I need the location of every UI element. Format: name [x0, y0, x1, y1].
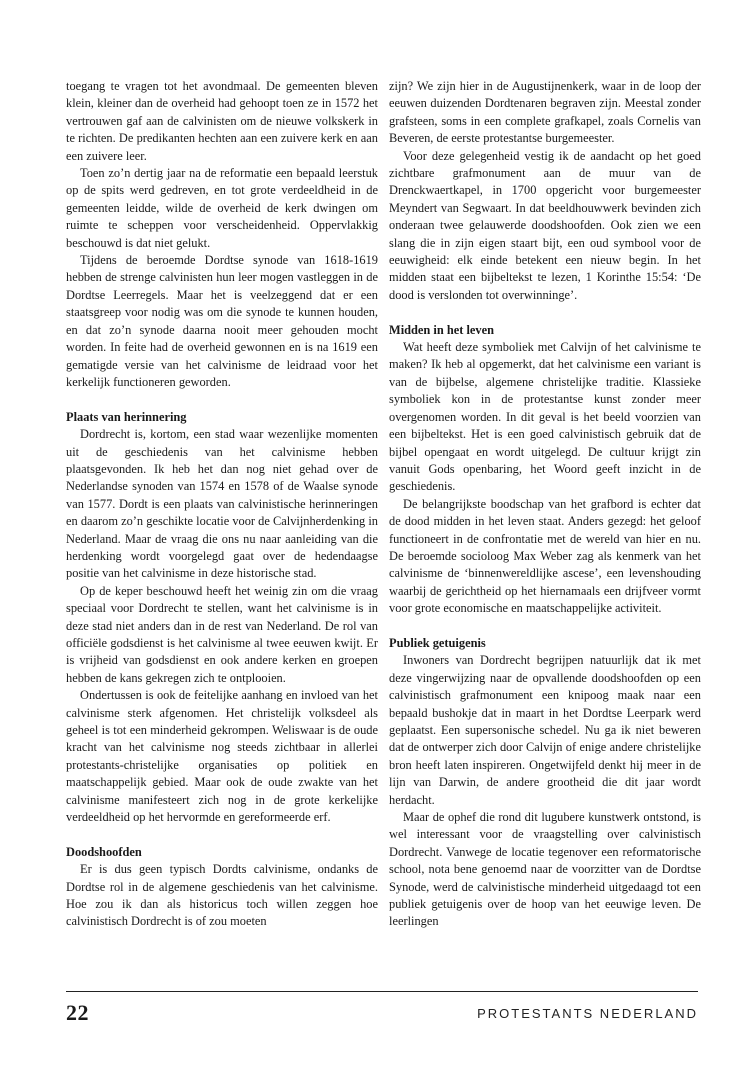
paragraph: Op de keper beschouwd heeft het weinig zin om die vraag speciaal voor Dordrecht te stellen, want het calvinisme is in deze stad niet anders dan in de rest van Nederland. De rol van officiële godsdienst is het calvinisme al twee eeuwen kwijt. Er is vrijheid van godsdienst en ook andere kerken en groepen hebben de kans gekregen zich te ontplooien. [66, 583, 378, 685]
paragraph: Wat heeft deze symboliek met Calvijn of het calvinisme te maken? Ik heb al opgemerkt, dat het calvinisme een variant is van de bijbelse, algemene christelijke traditie. Klassieke symboliek kon in de protestantse kunst zonder meer overgenomen worden. In dit geval is het beeld voorzien van een bijbeltekst. Het is een goed calvinistisch gebruik dat de bijbel opengaat en wordt uitgelegd. De cultuur krijgt zin vanuit Gods openbaring, het Woord geeft inzicht in de geschiedenis. [389, 340, 701, 494]
section-heading: Publiek getuigenis [389, 635, 486, 650]
paragraph: Er is dus geen typisch Dordts calvinisme, ondanks de Dordtse rol in de algemene geschiedenis van het calvinisme. Hoe zou ik dan als historicus toch willen zeggen hoe calvinistisch Dordrecht is of zou moeten [66, 862, 378, 929]
section-heading: Plaats van herinnering [66, 409, 187, 424]
paragraph: De belangrijkste boodschap van het grafbord is echter dat de dood midden in het leven staat. Anders gezegd: het geloof functioneert in de confrontatie met de wereld van hier en nu. De beroemde socioloog Max Weber zag als kenmerk van het calvinisme de ‘binnenwereldlijke ascese’, een levenshouding waarbij de gerichtheid op het hiernamaals een drijfveer vormt voor grote economische en maatschappelijke activiteit. [389, 496, 701, 616]
section-heading: Doodshoofden [66, 844, 142, 859]
paragraph: Dordrecht is, kortom, een stad waar wezenlijke momenten uit de geschiedenis van het calvinisme hebben plaatsgevonden. Ik heb het dan nog niet gehad over de Nederlandse synoden van 1574 en 1578 of de Waalse synode van 1577. Dordt is een plaats van calvinistische herinneringen en daarom zo’n geschikte locatie voor de Calvijnherdenking in Nederland. Maar de vraag die ons nu naar aanleiding van die herdenking wordt voorgelegd gaat over de hedendaagse positie van het calvinisme in deze historische stad. [66, 427, 378, 581]
journal-title: PROTESTANTS NEDERLAND [477, 1006, 698, 1021]
page-number: 22 [66, 1000, 89, 1025]
paragraph: zijn? We zijn hier in de Augustijnenkerk, waar in de loop der eeuwen duizenden Dordtenaren begraven zijn. Meestal zonder grafsteen, soms in een complete grafkapel, zoals Cornelis van Beveren, de eerste protestantse burgemeester. [389, 79, 701, 146]
left-column [66, 78, 378, 931]
paragraph: Voor deze gelegenheid vestig ik de aandacht op het goed zichtbare grafmonument aan de muur van de Drenckwaertkapel, in 1700 opgericht voor burgemeester Meyndert van Segwaart. In dat beeldhouwwerk bevinden zich onderaan twee gelauwerde doodshoofden. Ook zien we een slang die in zijn eigen staart bijt, een oud symbool voor de eeuwigheid: elk einde betekent een nieuw begin. In het midden staat een bijbeltekst te lezen, 1 Korinthe 15:54: ‘De dood is verslonden tot overwinninge’. [389, 148, 701, 302]
paragraph: Toen zo’n dertig jaar na de reformatie een bepaald leerstuk op de spits werd gedreven, en tot grote verdeeldheid in de gemeenten leidde, wilde de overheid de kerk dwingen om ruimte te scheppen voor verscheidenheid. Oppervlakkig beschouwd is dat niet gelukt. [66, 166, 378, 250]
paragraph: Inwoners van Dordrecht begrijpen natuurlijk dat ik met deze vingerwijzing naar de opvallende doodshoofden op een calvinistisch grafmonument een knipoog maak naar een bepaald bushokje dat in maart in het Dordtse Leerpark werd geplaatst. Een supersonische schedel. Nu ga ik niet beweren dat de ontwerper zich door Calvijn of enige andere christelijke bron heeft laten inspireren. Ongetwijfeld denkt hij meer in de lijn van Darwin, de andere grootheid die dit jaar wordt herdacht. [389, 653, 701, 807]
paragraph: Tijdens de beroemde Dordtse synode van 1618-1619 hebben de strenge calvinisten hun leer mogen vastleggen in de Dordtse Leerregels. Maar het is veelzeggend dat er een staatsgreep voor nodig was om die synode te kunnen houden, en dat zo’n synode daarna nooit meer gehouden mocht worden. In feite had de overheid gewonnen en is na 1619 een gematigde versie van het calvinisme de leidraad voor het kerkelijk functioneren geworden. [66, 253, 378, 389]
paragraph: Ondertussen is ook de feitelijke aanhang en invloed van het calvinisme sterk afgenomen. Het christelijk volksdeel als geheel is tot een minderheid gekrompen. Weliswaar is de oude kracht van het calvinisme nog steeds zichtbaar in allerlei protestants-christelijke organisaties op politiek en maatschappelijk gebied. Maar ook de oude zwakte van het calvinisme manifesteert zich nog in de grote kerkelijke verdeeldheid op het hervormde en gereformeerde erf. [66, 688, 378, 825]
right-column [389, 78, 701, 931]
section-heading: Midden in het leven [389, 322, 494, 337]
paragraph: toegang te vragen tot het avondmaal. De gemeenten bleven klein, kleiner dan de overheid had gehoopt toen ze in 1572 het vertrouwen gaf aan de calvinisten om de nieuwe volkskerk in te richten. De predikanten hechten aan een zuivere kerk en aan een zuivere leer. [66, 79, 378, 163]
paragraph: Maar de ophef die rond dit lugubere kunstwerk ontstond, is wel interessant voor de vraagstelling over calvinistisch Dordrecht. Vanwege de locatie tegenover een reformatorische school, nota bene genoemd naar de voorzitter van de Dordtse Synode, werd de calvinistische minderheid uitgedaagd tot een publiek getuigenis over de hoop van het eeuwige leven. De leerlingen [389, 810, 701, 929]
footer-rule [66, 991, 698, 992]
